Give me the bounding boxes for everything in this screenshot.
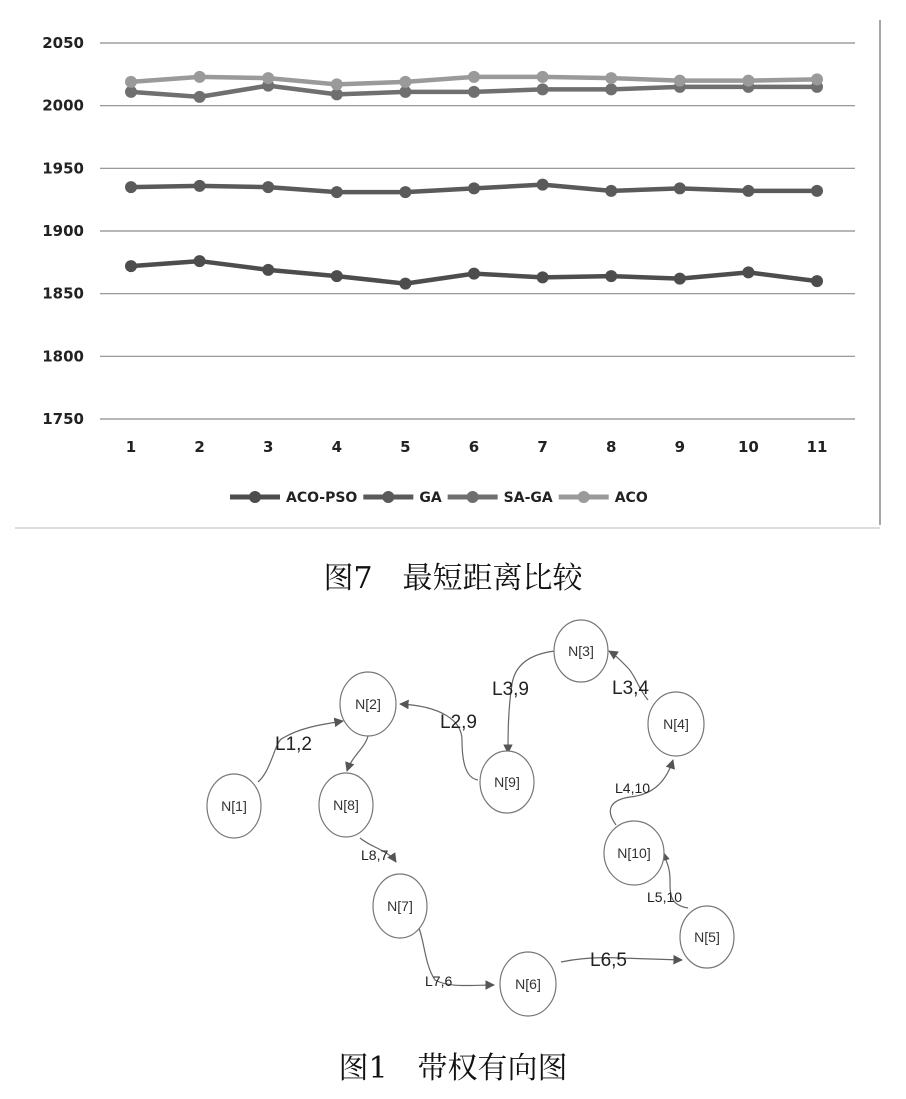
data-point: [468, 182, 480, 194]
data-point: [262, 181, 274, 193]
edge-label-L3-4: L3,4: [612, 678, 649, 699]
y-axis-ticks: [42, 34, 84, 428]
chart-grid: [100, 43, 855, 419]
x-tick-label: 2: [194, 438, 205, 456]
x-tick-label: 4: [331, 438, 343, 456]
node-n1: [207, 774, 261, 838]
edge-label-L4-10: L4,10: [615, 780, 651, 796]
data-point: [537, 83, 549, 95]
legend-swatch-marker: [382, 491, 394, 503]
legend-label: SA-GA: [503, 490, 553, 506]
data-point: [674, 182, 686, 194]
data-point: [468, 268, 480, 280]
edge-label-L3-9: L3,9: [492, 679, 529, 700]
figure-7-caption: 图7 最短距离比较: [323, 561, 583, 596]
weighted-directed-graph: [207, 620, 734, 1016]
node-n10: [604, 821, 664, 885]
edge-n3-n9: [508, 651, 555, 753]
node-n3: [554, 620, 608, 682]
legend-swatch-marker: [249, 491, 261, 503]
node-n4-label: N[4]: [663, 716, 689, 732]
node-n10-label: N[10]: [617, 845, 651, 861]
x-tick-label: 9: [674, 438, 686, 456]
data-point: [674, 75, 686, 87]
data-point: [331, 186, 343, 198]
legend-swatch-marker: [467, 491, 479, 503]
node-n3-label: N[3]: [568, 643, 594, 659]
node-n7: [373, 874, 427, 938]
data-point: [399, 186, 411, 198]
data-point: [811, 275, 823, 287]
series-ga: [125, 179, 823, 199]
data-point: [605, 83, 617, 95]
chart-legend: [230, 490, 648, 506]
data-point: [742, 266, 754, 278]
data-point: [605, 185, 617, 197]
node-n2: [340, 672, 396, 736]
data-point: [331, 270, 343, 282]
data-point: [125, 260, 137, 272]
data-point: [605, 270, 617, 282]
data-point: [537, 179, 549, 191]
legend-item: [363, 490, 441, 506]
node-n6-label: N[6]: [515, 976, 541, 992]
node-n7-label: N[7]: [387, 898, 413, 914]
data-point: [194, 255, 206, 267]
x-tick-label: 11: [806, 438, 828, 456]
legend-item: [230, 490, 357, 506]
x-tick-label: 10: [737, 438, 759, 456]
legend-item: [559, 490, 648, 506]
data-point: [742, 185, 754, 197]
y-tick-label: 2050: [42, 34, 84, 52]
x-tick-label: 3: [262, 438, 274, 456]
data-point: [811, 73, 823, 85]
data-point: [331, 78, 343, 90]
node-n4: [648, 692, 704, 756]
data-point: [399, 76, 411, 88]
data-point: [537, 271, 549, 283]
node-n9: [480, 751, 534, 813]
data-point: [811, 185, 823, 197]
line-chart: [15, 20, 880, 528]
data-point: [468, 86, 480, 98]
series-aco-pso: [125, 255, 823, 290]
x-tick-label: 5: [400, 438, 411, 456]
figure-1-caption: 图1 带权有向图: [338, 1051, 568, 1086]
y-tick-label: 1800: [42, 347, 84, 366]
chart-series: [125, 71, 823, 290]
edge-label-L7-6: L7,6: [425, 973, 453, 989]
x-tick-label: 1: [125, 438, 137, 456]
x-axis-ticks: [126, 438, 828, 456]
node-n6: [500, 952, 556, 1016]
data-point: [125, 76, 137, 88]
edge-label-L2-9: L2,9: [440, 712, 477, 733]
data-point: [262, 264, 274, 276]
data-point: [742, 75, 754, 87]
node-n9-label: N[9]: [494, 774, 520, 790]
data-point: [605, 72, 617, 84]
data-point: [194, 71, 206, 83]
data-point: [125, 181, 137, 193]
x-tick-label: 7: [537, 438, 548, 456]
data-point: [194, 91, 206, 103]
edge-label-L1-2: L1,2: [275, 734, 312, 755]
legend-swatch-marker: [578, 491, 590, 503]
node-n1-label: N[1]: [221, 798, 247, 814]
data-point: [674, 273, 686, 285]
edge-n2-n8: [347, 736, 368, 771]
x-tick-label: 6: [468, 438, 480, 456]
y-tick-label: 2000: [42, 96, 84, 115]
edge-label-L8-7: L8,7: [361, 847, 389, 863]
node-n8-label: N[8]: [333, 797, 359, 813]
legend-item: [448, 490, 553, 506]
node-n8: [319, 773, 373, 837]
y-tick-label: 1900: [42, 222, 84, 240]
node-n5: [680, 906, 734, 968]
edge-label-L6-5: L6,5: [590, 950, 627, 971]
data-point: [537, 71, 549, 83]
data-point: [262, 72, 274, 84]
legend-label: ACO-PSO: [286, 490, 358, 506]
y-tick-label: 1750: [42, 410, 84, 428]
y-tick-label: 1950: [42, 159, 84, 178]
node-n5-label: N[5]: [694, 929, 720, 945]
legend-label: ACO: [614, 490, 648, 506]
series-sa-ga: [125, 80, 823, 103]
edge-label-L5-10: L5,10: [647, 889, 683, 905]
data-point: [468, 71, 480, 83]
data-point: [194, 180, 206, 192]
node-n2-label: N[2]: [355, 696, 381, 712]
legend-label: GA: [419, 490, 442, 506]
data-point: [399, 278, 411, 290]
y-tick-label: 1850: [42, 284, 84, 303]
x-tick-label: 8: [605, 438, 617, 456]
